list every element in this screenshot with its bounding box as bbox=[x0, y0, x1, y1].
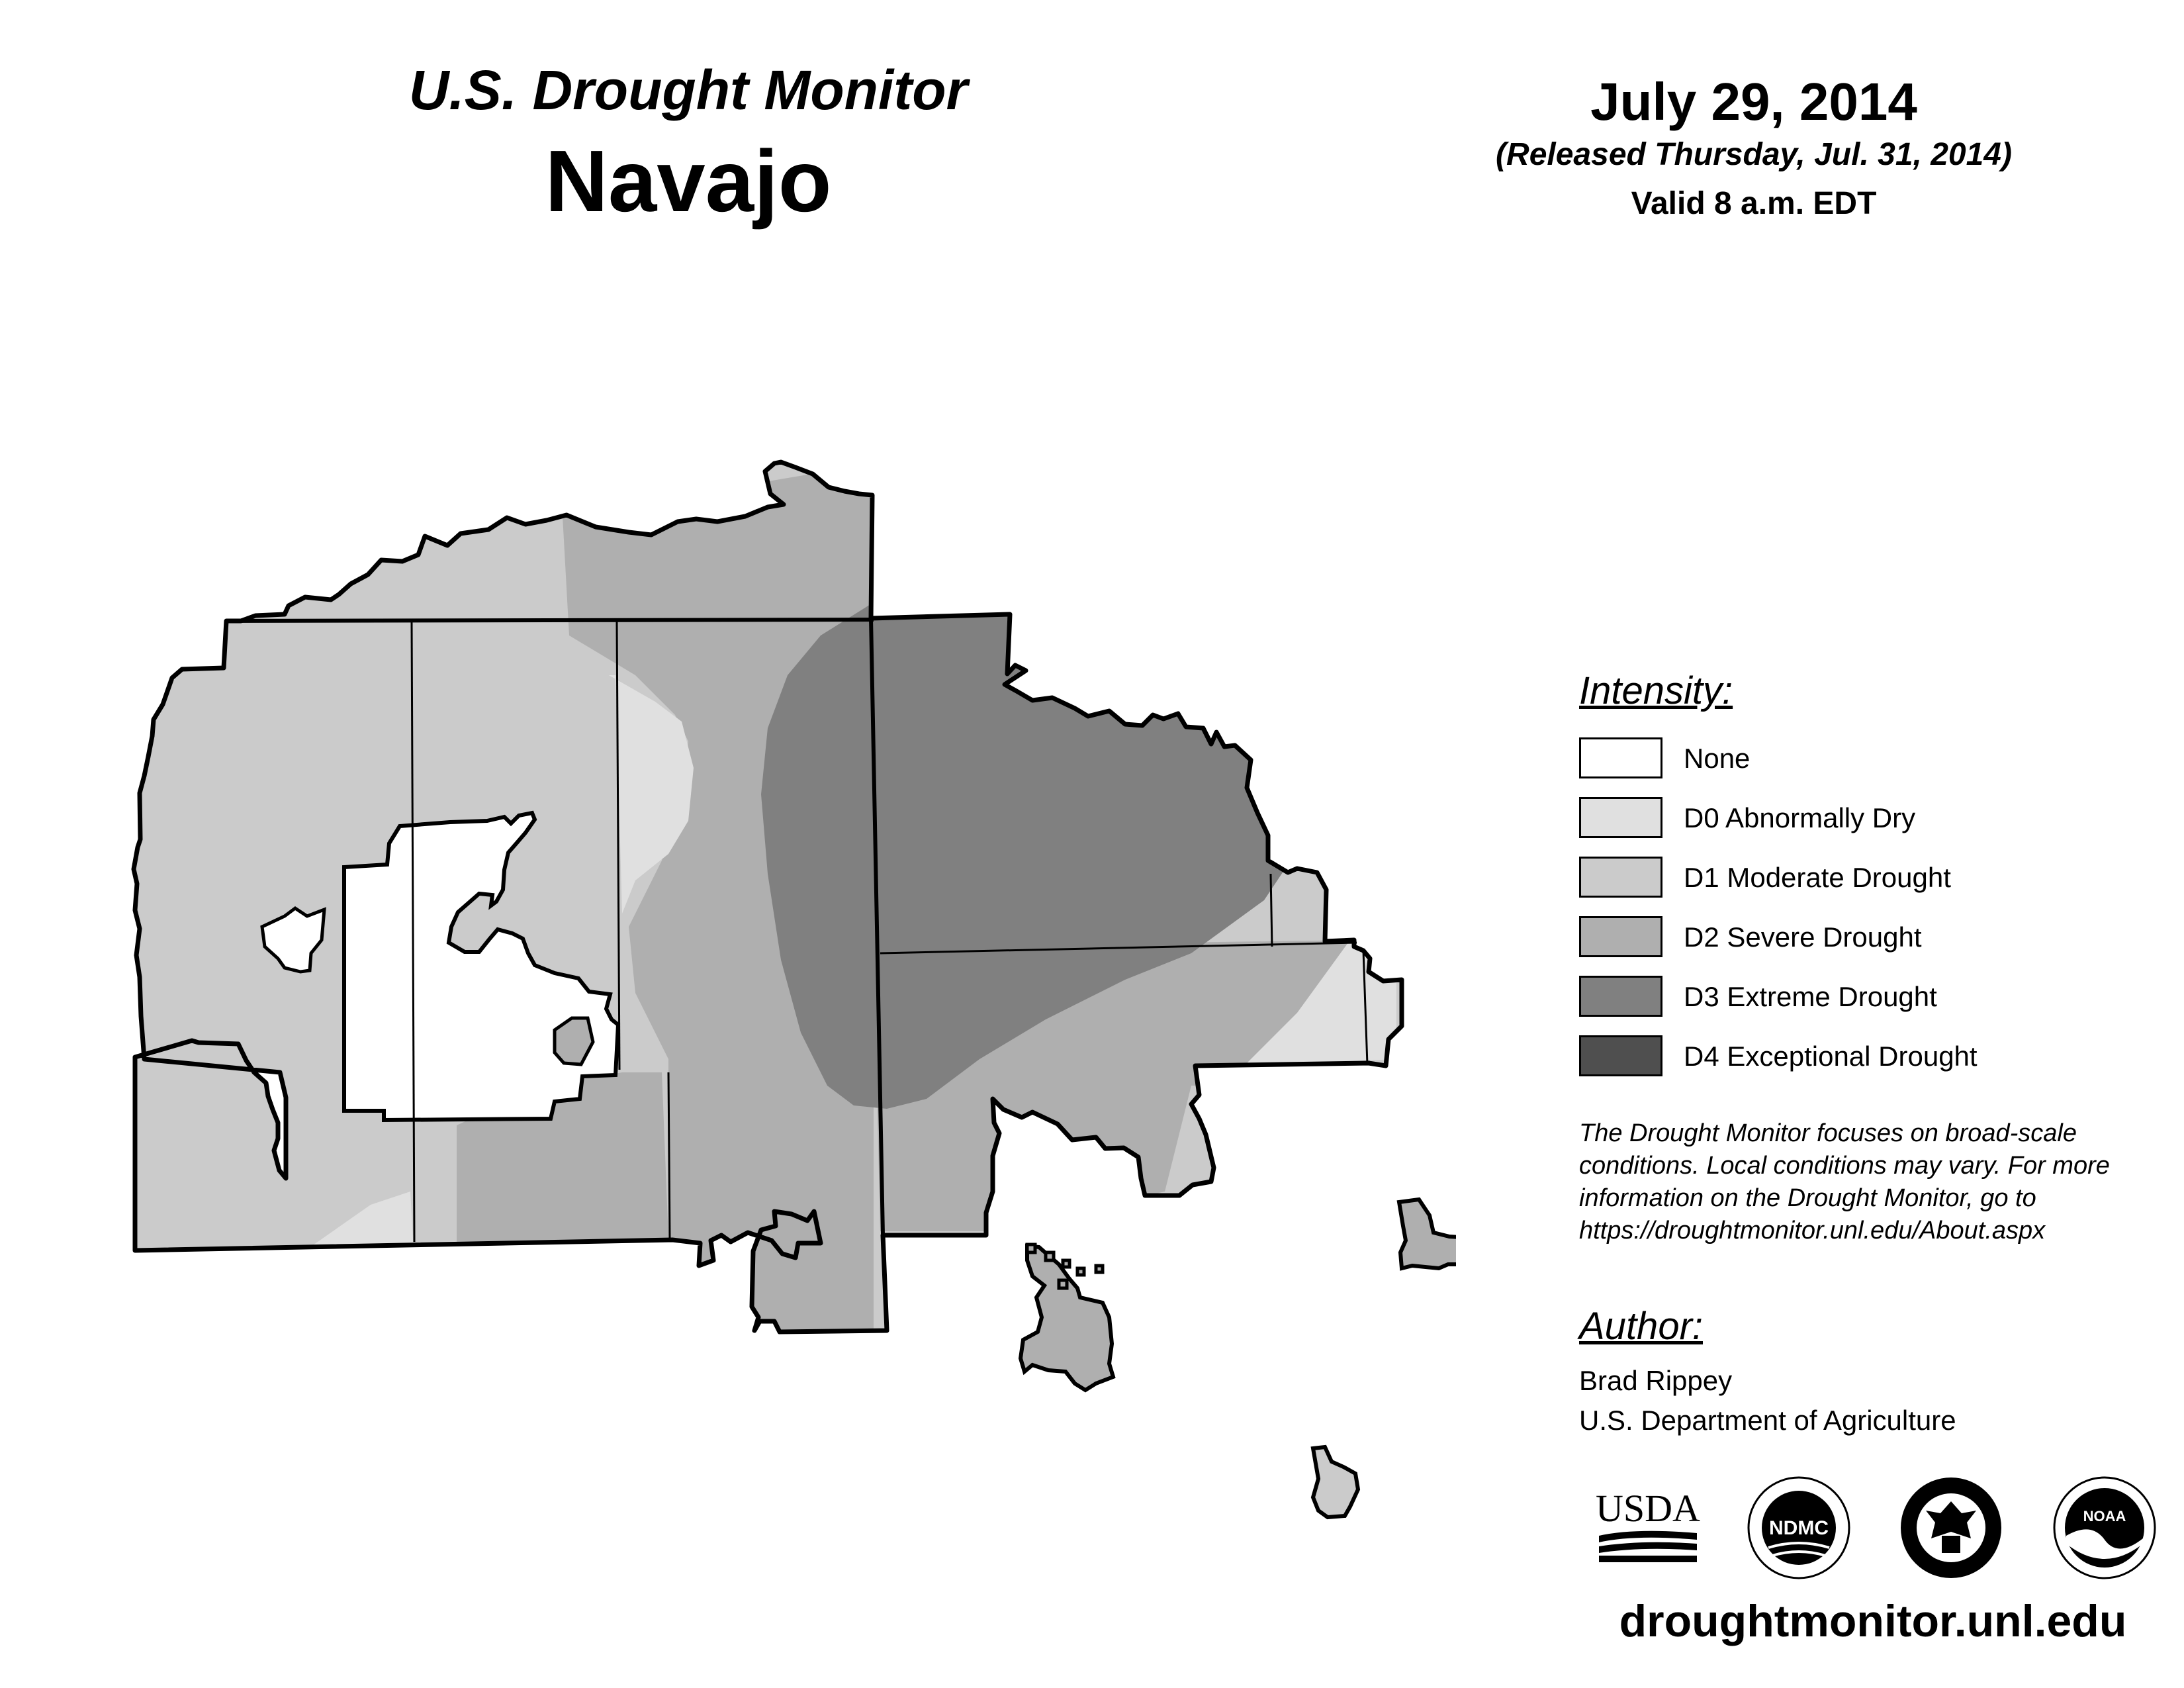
legend-label: D1 Moderate Drought bbox=[1684, 862, 1951, 893]
valid-time: Valid 8 a.m. EDT bbox=[1631, 186, 1877, 221]
utah-arizona-border bbox=[226, 620, 874, 621]
note-url[interactable]: https://droughtmonitor.unl.edu/About.aspx bbox=[1579, 1217, 2046, 1244]
ndmc-logo-text: NDMC bbox=[1769, 1517, 1829, 1539]
outlier-canoncito bbox=[1399, 1199, 1456, 1268]
author-org: U.S. Department of Agriculture bbox=[1579, 1405, 1956, 1436]
legend-swatch bbox=[1579, 1035, 1662, 1076]
legend-label: D3 Extreme Drought bbox=[1684, 981, 1937, 1012]
website-link[interactable]: droughtmonitor.unl.edu bbox=[1619, 1596, 2127, 1646]
map-date: July 29, 2014 bbox=[1590, 72, 1917, 131]
county-line-5 bbox=[1271, 874, 1272, 947]
legend-swatch bbox=[1579, 916, 1662, 957]
legend-label: None bbox=[1684, 743, 1751, 774]
usda-logo-text: USDA bbox=[1596, 1487, 1700, 1530]
legend-label: D0 Abnormally Dry bbox=[1684, 802, 1916, 833]
ndmc-logo bbox=[1746, 1475, 1852, 1581]
legend-title: Intensity: bbox=[1579, 669, 1733, 712]
region-title: Navajo bbox=[545, 132, 832, 230]
author-name: Brad Rippey bbox=[1579, 1365, 1733, 1396]
legend-swatch bbox=[1579, 857, 1662, 898]
note-line: The Drought Monitor focuses on broad-scale bbox=[1579, 1119, 2077, 1147]
note-line: information on the Drought Monitor, go to bbox=[1579, 1184, 2036, 1212]
outlier-alamo bbox=[1313, 1447, 1358, 1517]
legend-label: D2 Severe Drought bbox=[1684, 921, 1922, 953]
disclaimer-note bbox=[1579, 1117, 2175, 1247]
commerce-seal-icon bbox=[1898, 1475, 2004, 1581]
noaa-logo-text: NOAA bbox=[2083, 1508, 2126, 1524]
map-title: U.S. Drought Monitor bbox=[408, 59, 968, 121]
legend-swatch bbox=[1579, 976, 1662, 1017]
legend-label: D4 Exceptional Drought bbox=[1684, 1041, 1978, 1072]
legend-swatch bbox=[1579, 737, 1662, 778]
legend-swatch bbox=[1579, 797, 1662, 838]
note-line: conditions. Local conditions may vary. For more bbox=[1579, 1152, 2110, 1180]
author-title: Author: bbox=[1579, 1305, 1703, 1348]
usda-logo bbox=[1595, 1487, 1701, 1564]
release-date: (Released Thursday, Jul. 31, 2014) bbox=[1496, 137, 2012, 172]
county-line-3 bbox=[668, 1072, 670, 1239]
noaa-logo bbox=[2052, 1475, 2158, 1581]
